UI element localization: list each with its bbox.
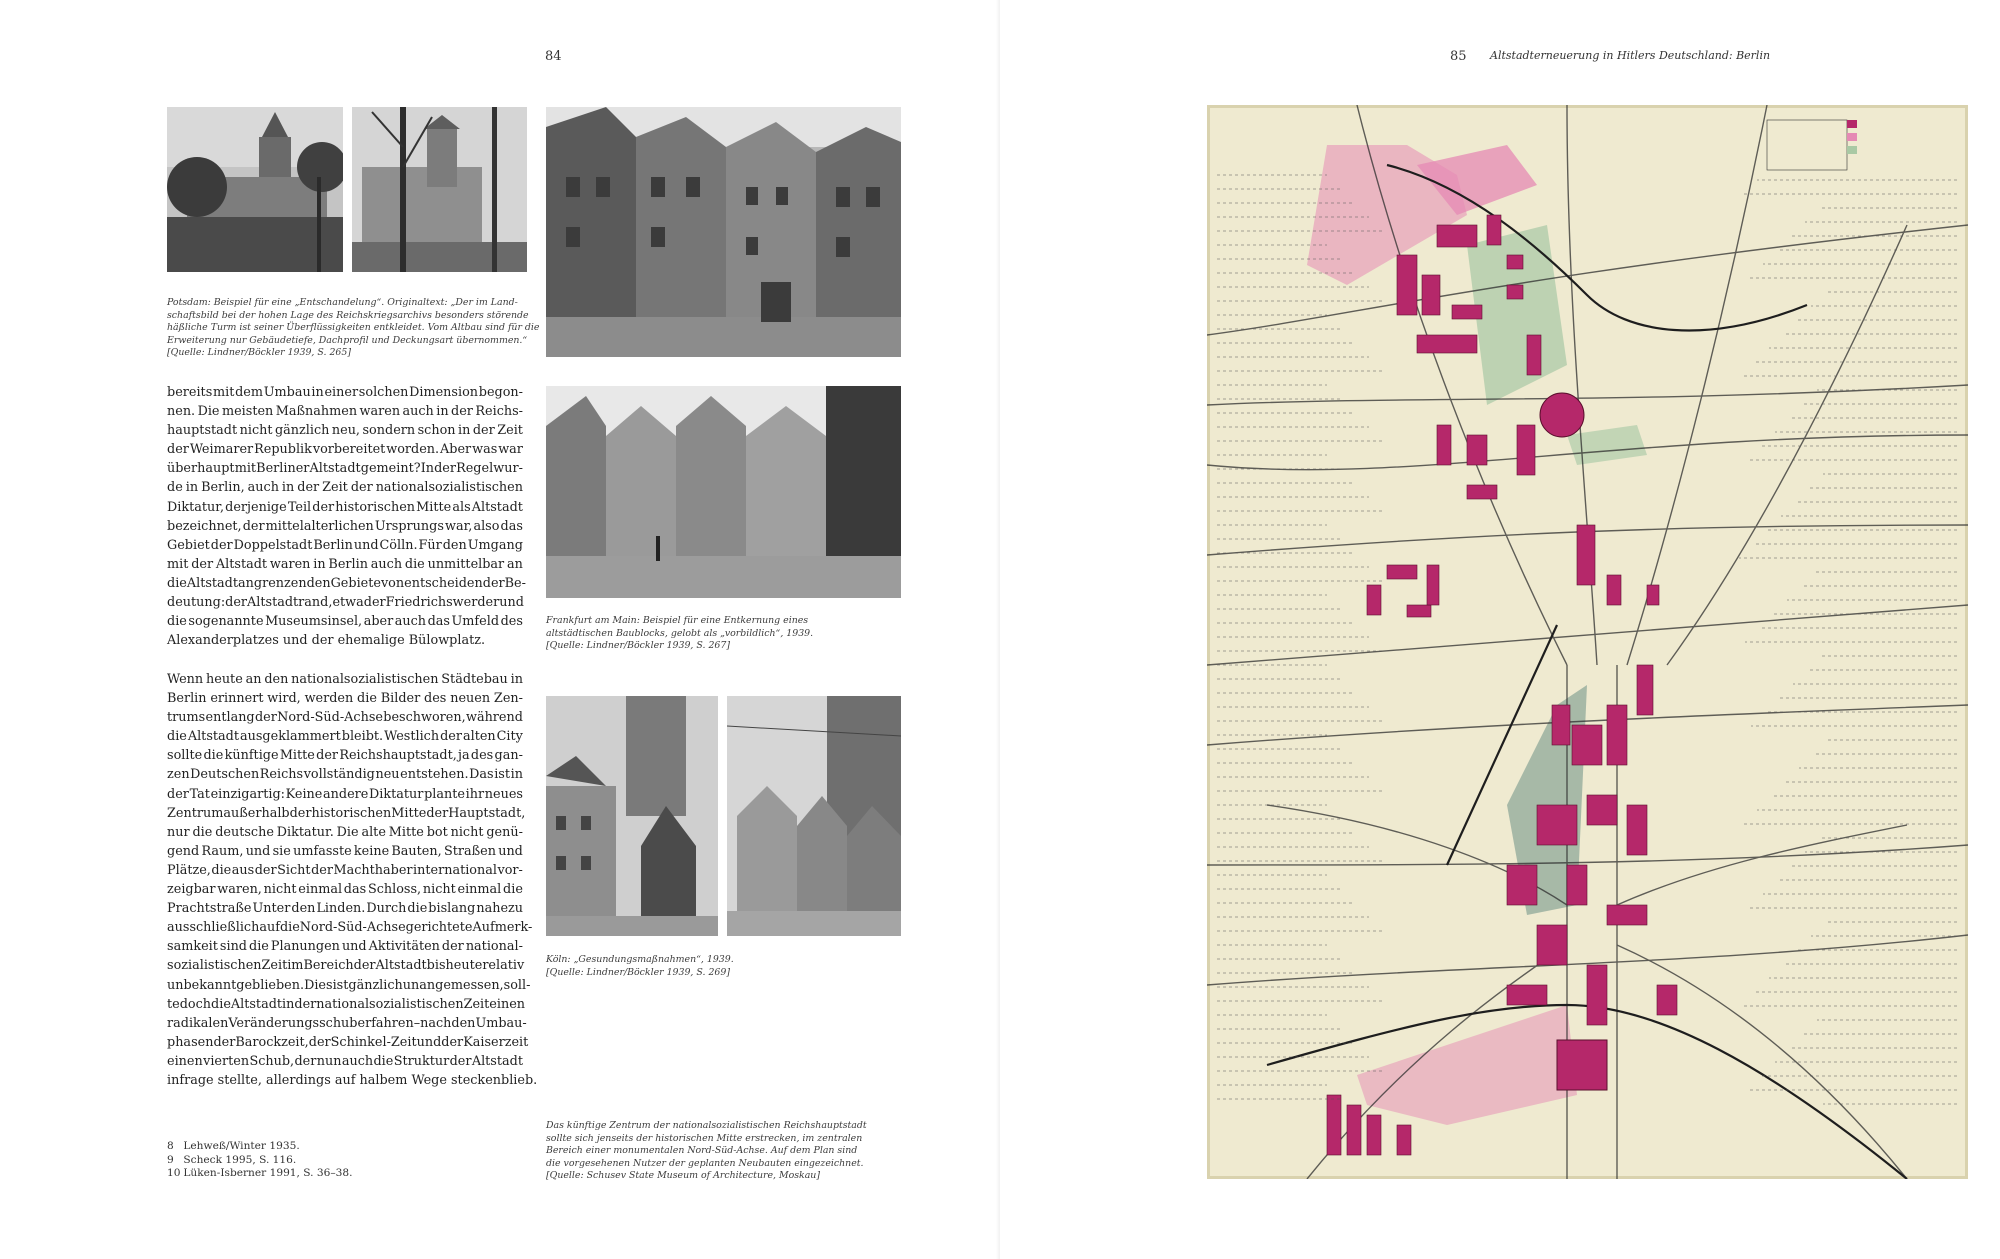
text-line: deutung: der Altstadtrand, etwa der Friedrichswerder und (167, 595, 524, 611)
body-paragraph-1 (167, 383, 526, 650)
map-building (1567, 865, 1587, 905)
footnote (167, 1167, 353, 1181)
text-line: Wenn heute an den nationalsozialistischen Städtebau in (167, 672, 523, 687)
page-number-right: 85 (1450, 49, 1467, 64)
text-line: trums entlang der Nord-Süd-Achse beschworen, während (167, 710, 523, 726)
text-line: Berlin erinnert wird, werden die Bilder des neuen Zen- (167, 691, 523, 707)
page-number-left: 84 (545, 49, 562, 64)
photo-koeln-right (727, 696, 901, 936)
map-building (1437, 225, 1477, 247)
map-building (1637, 665, 1653, 715)
caption-map (546, 1120, 867, 1183)
text-line: Gebiet der Doppelstadt Berlin und Cölln. Für den Umgang (167, 537, 523, 553)
map-building (1397, 1125, 1411, 1155)
map-building (1422, 275, 1440, 315)
map-building (1507, 985, 1547, 1005)
running-head: Altstadterneuerung in Hitlers Deutschland: Berlin (1490, 49, 1771, 62)
text-line: Plätze, die aus der Sicht der Machthaber international vor- (167, 862, 523, 878)
caption-line: die vorgesehenen Nutzer der geplanten Neubauten eingezeichnet. (546, 1157, 864, 1169)
text-line: die Altstadt ausgeklammert bleibt. Westlich der alten City (167, 729, 523, 745)
photo-potsdam-before (167, 107, 343, 272)
text-line: der Tat einzigartig: Keine andere Diktatur plante ihr neues (167, 786, 523, 802)
map-building (1607, 575, 1621, 605)
map-building (1577, 525, 1595, 585)
text-line: überhaupt mit Berliner Altstadt gemeint? In der Regel wur- (167, 461, 523, 477)
text-line: einen vierten Schub, der nun auch die Struktur der Altstadt (167, 1053, 523, 1069)
map-building (1487, 215, 1501, 245)
footnote-number: 9 (167, 1153, 174, 1166)
text-line: gend Raum, und sie umfasste keine Bauten, Straßen und (167, 843, 523, 859)
map-building (1327, 1095, 1341, 1155)
map-building (1607, 705, 1627, 765)
map-building (1517, 425, 1535, 475)
text-line: Prachtstraße Unter den Linden. Durch die bislang nahezu (167, 901, 523, 917)
text-line: Zentrum außerhalb der historischen Mitte der Hauptstadt, (167, 805, 526, 821)
footnote-text: Lehweß/Winter 1935. (183, 1140, 300, 1152)
text-line: bereits mit dem Umbau in einer solchen Dimension begon- (167, 385, 523, 400)
berlin-plan-drawing (1207, 105, 1968, 1179)
map-building (1507, 865, 1537, 905)
map-building (1627, 805, 1647, 855)
berlin-plan-map (1207, 105, 1968, 1179)
map-building (1437, 425, 1451, 465)
caption-frankfurt (546, 615, 813, 653)
caption-line: altstädtischen Baublocks, gelobt als „vorbildlich“, 1939. (546, 627, 814, 639)
text-line: die sogenannte Museumsinsel, aber auch das Umfeld des (167, 614, 523, 630)
map-building (1407, 605, 1431, 617)
photo-koeln-left (546, 696, 718, 936)
text-line: samkeit sind die Planungen und Aktivitäten der national- (167, 939, 523, 955)
body-paragraph-2 (167, 670, 538, 1090)
footnote (167, 1140, 353, 1154)
text-line: zeigbar waren, nicht einmal das Schloss, nicht einmal die (167, 882, 523, 898)
caption-line: [Quelle: Lindner/Böckler 1939, S. 265] (167, 347, 351, 359)
map-building (1467, 435, 1487, 465)
map-building (1347, 1105, 1361, 1155)
map-building (1657, 985, 1677, 1015)
footnote-text: Lüken-Isberner 1991, S. 36–38. (183, 1167, 353, 1180)
text-line: mit der Altstadt waren in Berlin auch die unmittelbar an (167, 556, 523, 572)
text-line: unbekannt geblieben. Dies ist gänzlich unangemessen, soll- (167, 977, 531, 993)
map-building (1387, 565, 1417, 579)
text-line: phasen der Barockzeit, der Schinkel-Zeit und der Kaiserzeit (167, 1034, 529, 1050)
caption-potsdam (167, 297, 539, 360)
caption-line: sollte sich jenseits der historischen Mitte erstrecken, im zentralen (546, 1132, 863, 1144)
caption-line: Köln: „Gesundungsmaßnahmen“, 1939. (546, 954, 734, 965)
map-building (1417, 335, 1477, 353)
map-building (1367, 585, 1381, 615)
map-building (1587, 795, 1617, 825)
map-building (1587, 965, 1607, 1025)
text-line: infrage stellte, allerdings auf halbem Wege steckenblieb. (167, 1072, 538, 1088)
map-building (1507, 255, 1523, 269)
text-line: zen Deutschen Reichs vollständig neu entstehen. Das ist in (167, 767, 523, 783)
footnote-number: 10 (167, 1167, 181, 1180)
map-building (1647, 585, 1659, 605)
text-line: ausschließlich auf die Nord-Süd-Achse gerichtete Aufmerk- (167, 920, 533, 936)
caption-line: [Quelle: Lindner/Böckler 1939, S. 267] (546, 640, 730, 652)
caption-line: Erweiterung nur Gebäudetiefe, Dachprofil und Deckungsart übernommen.“ (167, 334, 528, 346)
photo-potsdam-after (352, 107, 527, 272)
text-line: nur die deutsche Diktatur. Die alte Mitte bot nicht genü- (167, 824, 523, 840)
photo-frankfurt-square (546, 386, 901, 598)
caption-line: häßliche Turm ist seiner Überflüssigkeiten entkleidet. Vom Altbau sind für die (167, 322, 540, 334)
text-line: bezeichnet, der mittelalterlichen Ursprungs war, also das (167, 518, 523, 534)
text-line: radikalen Veränderungsschub erfahren – nach den Umbau- (167, 1015, 527, 1031)
text-line: nen. Die meisten Maßnahmen waren auch in der Reichs- (167, 404, 523, 420)
text-line: sollte die künftige Mitte der Reichshauptstadt, ja des gan- (167, 748, 523, 764)
photo-frankfurt-courtyard (546, 107, 901, 357)
map-building (1527, 335, 1541, 375)
map-building (1397, 255, 1417, 315)
text-line: sozialistischen Zeit im Bereich der Altstadt bis heute relativ (167, 958, 525, 974)
text-line: Diktatur, derjenige Teil der historischen Mitte als Altstadt (167, 499, 523, 515)
map-building (1537, 805, 1577, 845)
caption-line: Potsdam: Beispiel für eine „Entschandelung“. Originaltext: „Der im Land- (167, 297, 518, 308)
caption-line: Frankfurt am Main: Beispiel für eine Entkernung eines (546, 615, 809, 626)
text-line: die Altstadt angrenzenden Gebiete von entscheidender Be- (167, 575, 526, 591)
footnote-number: 8 (167, 1140, 174, 1152)
map-building (1507, 285, 1523, 299)
text-line: te doch die Altstadt in der nationalsozialistischen Zeit einen (167, 996, 526, 1012)
map-building (1552, 705, 1570, 745)
map-building (1607, 905, 1647, 925)
caption-line: [Quelle: Lindner/Böckler 1939, S. 269] (546, 966, 730, 978)
map-building (1427, 565, 1439, 605)
map-building (1367, 1115, 1381, 1155)
text-line: Alexanderplatzes und der ehemalige Bülowplatz. (167, 633, 486, 649)
map-building (1572, 725, 1602, 765)
caption-line: Das künftige Zentrum der nationalsozialistischen Reichshauptstadt (546, 1120, 867, 1131)
map-building (1452, 305, 1482, 319)
caption-koeln (546, 954, 734, 979)
text-line: de in Berlin, auch in der Zeit der nationalsozialistischen (167, 480, 523, 496)
caption-line: schaftsbild bei der hohen Lage des Reichskriegsarchivs besonders störende (167, 309, 529, 321)
text-line: der Weimarer Republik vorbereitet worden. Aber was war (167, 442, 523, 458)
caption-line: Bereich einer monumentalen Nord-Süd-Achse. Auf dem Plan sind (546, 1145, 858, 1157)
map-building (1537, 925, 1567, 965)
text-line: hauptstadt nicht gänzlich neu, sondern schon in der Zeit (167, 423, 523, 439)
caption-line: [Quelle: Schusev State Museum of Architecture, Moskau] (546, 1170, 820, 1182)
footnote-text: Scheck 1995, S. 116. (183, 1153, 297, 1166)
map-building (1467, 485, 1497, 499)
footnote (167, 1154, 353, 1168)
footnotes (167, 1140, 353, 1181)
